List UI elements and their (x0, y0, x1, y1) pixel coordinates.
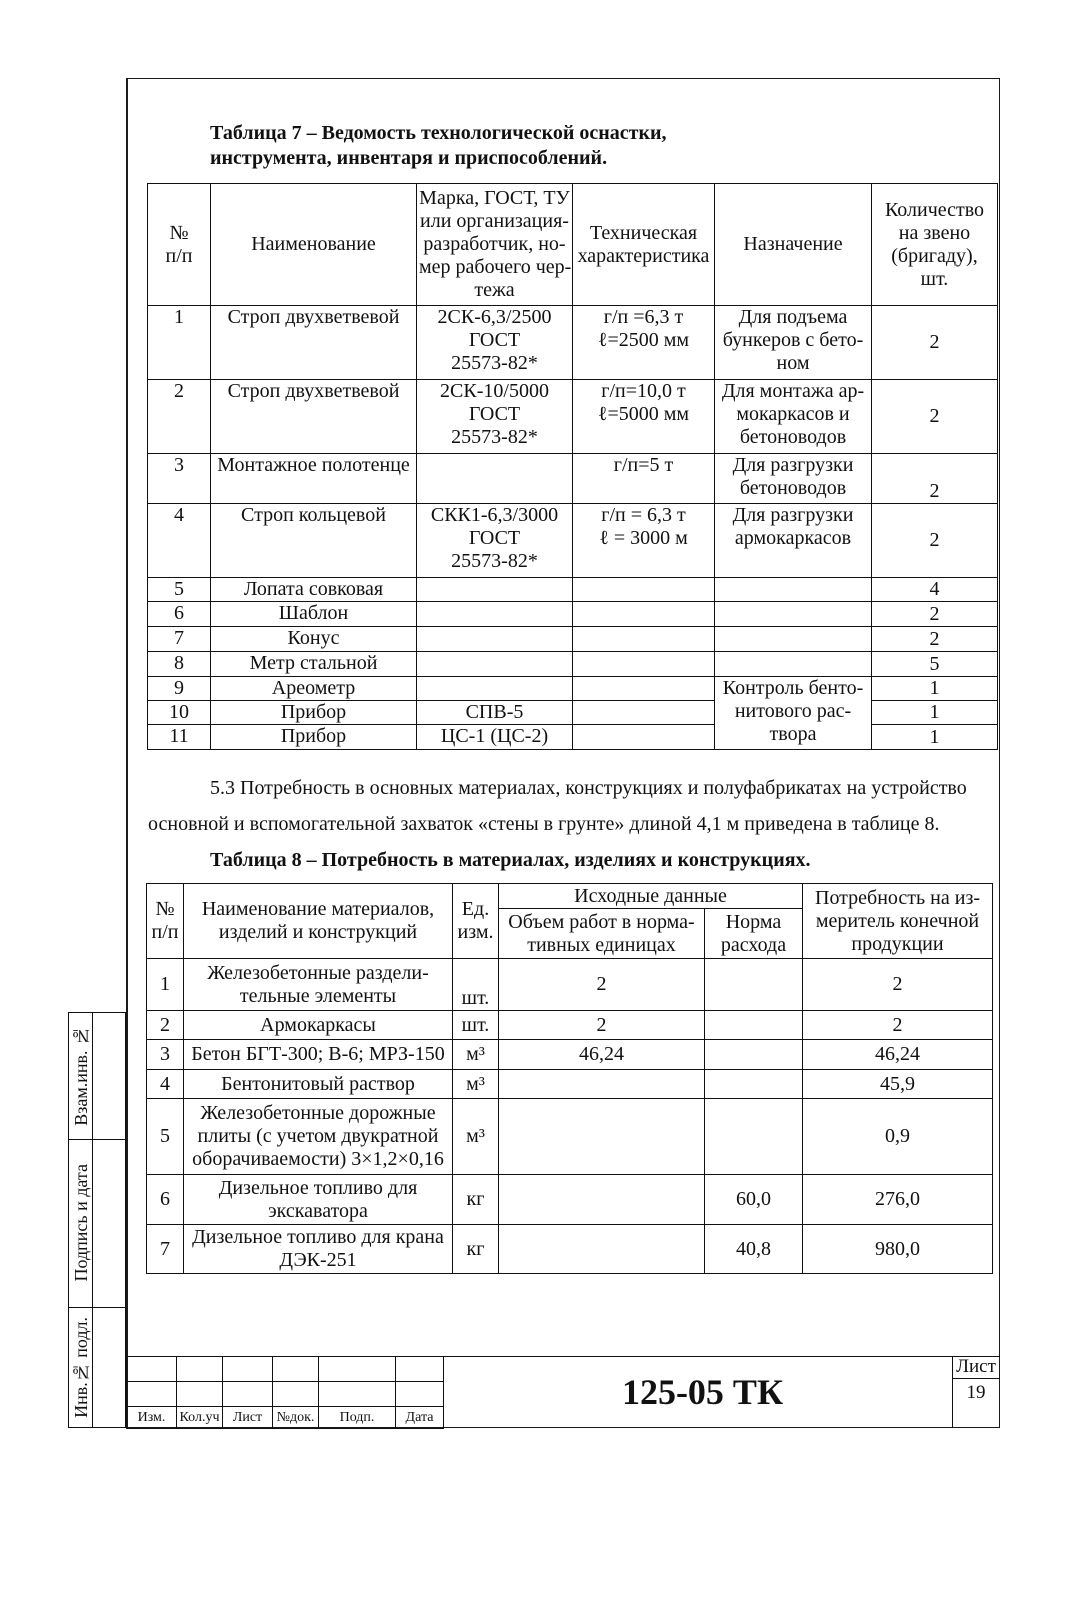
table7-cell-no: 4 (148, 504, 211, 578)
sheet-label: Лист (956, 1356, 996, 1377)
table8-cell-norm: 60,0 (705, 1175, 803, 1225)
table8-cell-norm (705, 959, 803, 1011)
table8-cell-name: Дизельное топливо для экскаватора (184, 1175, 453, 1225)
table8-cell-no: 2 (147, 1011, 184, 1040)
table7-cell-no: 11 (148, 725, 211, 750)
title-block-empty-cell (396, 1382, 444, 1407)
t7-header-name: Наименование (211, 184, 417, 306)
table7-row (148, 454, 998, 504)
table7-cell-mark (417, 677, 573, 701)
stamp-replacement-inv-label: Взам.инв. № (71, 1026, 91, 1126)
table7-cell-mark (417, 627, 573, 652)
table8-cell-volume: 46,24 (499, 1040, 705, 1070)
table8-cell-name: Железобетонные раздели- тельные элементы (184, 959, 453, 1011)
table7-cell-name: Строп двухветвевой (211, 380, 417, 454)
table7-cell-spec: г/п=5 т (573, 454, 715, 504)
table7-cell-name: Строп кольцевой (211, 504, 417, 578)
table8-cell-unit: кг (453, 1225, 499, 1274)
table7-cell-no: 6 (148, 602, 211, 627)
table7-caption: Таблица 7 – Ведомость технологической оснастки, инструмента, инвентаря и приспособлений. (210, 122, 667, 169)
table7-cell-name: Метр стальной (211, 652, 417, 677)
stamp-signature-date (69, 1139, 93, 1307)
t8-header-need: Потребность на из- меритель конечной продукции (803, 884, 993, 959)
table8-cell-unit: м³ (453, 1070, 499, 1099)
table8-cell-name: Железобетонные дорожные плиты (с учетом двукратной оборачиваемости) 3×1,2×0,16 (184, 1099, 453, 1175)
table8-cell-norm (705, 1011, 803, 1040)
table7-row (148, 652, 998, 677)
table8-cell-volume (499, 1099, 705, 1175)
table7-cell-name: Строп двухветвевой (211, 306, 417, 380)
t8-header-no: № п/п (147, 884, 184, 959)
t7-header-no: № п/п (148, 184, 211, 306)
table7-cell-mark (417, 578, 573, 602)
table8-cell-name: Дизельное топливо для крана ДЭК-251 (184, 1225, 453, 1274)
table7-cell-purpose (715, 578, 872, 602)
table8-cell-need: 46,24 (803, 1040, 993, 1070)
table7-cell-name: Шаблон (211, 602, 417, 627)
table8-cell-need: 2 (803, 1011, 993, 1040)
table7-row (148, 602, 998, 627)
table7-row (148, 306, 998, 380)
title-block-empty-cell (223, 1382, 273, 1407)
table7-cell-name: Прибор (211, 725, 417, 750)
table7-cell-spec: г/п=10,0 т ℓ=5000 мм (573, 380, 715, 454)
table8-cell-no: 6 (147, 1175, 184, 1225)
t8-header-volume: Объем работ в норма- тивных единицах (499, 909, 705, 959)
table8-cell-no: 7 (147, 1225, 184, 1274)
label-signature: Подп. (319, 1407, 396, 1429)
table7-cell-qty: 5 (872, 652, 998, 677)
label-change: Изм. (127, 1407, 177, 1429)
table8-cell-unit: шт. (453, 1011, 499, 1040)
table7-cell-mark: СКК1-6,3/3000 ГОСТ 25573-82* (417, 504, 573, 578)
paragraph-line-2: основной и вспомогательной захваток «стены в грунте» длиной 4,1 м приведена в таблице 8. (148, 813, 940, 835)
table7-cell-qty: 2 (872, 454, 998, 504)
t7-header-spec: Техническая характеристика (573, 184, 715, 306)
table8-cell-volume: 2 (499, 959, 705, 1011)
table7-cell-qty: 1 (872, 677, 998, 701)
t7-header-qty: Количество на звено (бригаду), шт. (872, 184, 998, 306)
table8-body (147, 959, 993, 1274)
t8-header-name: Наименование материалов, изделий и конструкций (184, 884, 453, 959)
table8-cell-norm (705, 1070, 803, 1099)
table7-row (148, 380, 998, 454)
t8-header-norm: Норма расхода (705, 909, 803, 959)
title-block-empty-cell (396, 1357, 444, 1382)
table7-cell-name: Монтажное полотенце (211, 454, 417, 504)
table7-row (148, 578, 998, 602)
table7-cell-qty: 2 (872, 504, 998, 578)
table8-caption: Таблица 8 – Потребность в материалах, изделиях и конструкциях. (210, 849, 811, 871)
t7-header-mark: Марка, ГОСТ, ТУ или организация- разработчик, но- мер рабочего чер- тежа (417, 184, 573, 306)
table7-cell-no: 7 (148, 627, 211, 652)
table7-cell-mark: СПВ-5 (417, 701, 573, 725)
title-block-empty-cell (319, 1382, 396, 1407)
title-block-label-row (127, 1407, 444, 1429)
table7-cell-qty: 2 (872, 380, 998, 454)
table8-row (147, 1040, 993, 1070)
table7-cell-spec (573, 578, 715, 602)
stamp-original-inv (69, 1307, 93, 1427)
table8-cell-need: 0,9 (803, 1099, 993, 1175)
table7-row (148, 504, 998, 578)
table7-cell-qty: 2 (872, 602, 998, 627)
table8-cell-need: 2 (803, 959, 993, 1011)
table7-cell-purpose (715, 602, 872, 627)
table8-cell-volume: 2 (499, 1011, 705, 1040)
table8-cell-no: 1 (147, 959, 184, 1011)
table8-cell-no: 3 (147, 1040, 184, 1070)
label-sheet: Лист (223, 1407, 273, 1429)
table7-cell-qty: 2 (872, 306, 998, 380)
table7-cell-spec (573, 725, 715, 750)
table7-cell-no: 5 (148, 578, 211, 602)
table7-cell-mark: ЦС-1 (ЦС-2) (417, 725, 573, 750)
table8-cell-need: 45,9 (803, 1070, 993, 1099)
table7-cell-mark (417, 454, 573, 504)
stamp-replacement-inv (69, 1013, 93, 1139)
table8-row (147, 1225, 993, 1274)
table7-cell-purpose: Для разгрузки бетоноводов (715, 454, 872, 504)
table7-cell-no: 1 (148, 306, 211, 380)
table7-cell-spec (573, 677, 715, 701)
table8-cell-name: Бетон БГТ-300; В-6; МРЗ-150 (184, 1040, 453, 1070)
table7-cell-spec (573, 652, 715, 677)
title-block-empty-cell (177, 1382, 223, 1407)
table7-cell-no: 8 (148, 652, 211, 677)
table7-body (148, 306, 998, 750)
title-block-row (127, 1382, 444, 1407)
stamp-signature-date-label: Подпись и дата (71, 1164, 91, 1282)
t7-header-purpose: Назначение (715, 184, 872, 306)
table8-cell-volume (499, 1225, 705, 1274)
table7-cell-no: 3 (148, 454, 211, 504)
table7-cell-mark: 2СК-10/5000 ГОСТ 25573-82* (417, 380, 573, 454)
title-block-empty-cell (127, 1357, 177, 1382)
document-code: 125-05 ТК (621, 1372, 784, 1412)
table8-cell-need: 276,0 (803, 1175, 993, 1225)
table7-cell-name: Прибор (211, 701, 417, 725)
table7-cell-no: 10 (148, 701, 211, 725)
label-quantity: Кол.уч (177, 1407, 223, 1429)
table8-cell-name: Бентонитовый раствор (184, 1070, 453, 1099)
title-block-empty-cell (273, 1382, 319, 1407)
table8-row (147, 959, 993, 1011)
table7-cell-qty: 2 (872, 627, 998, 652)
table8-cell-no: 5 (147, 1099, 184, 1175)
table7-row (148, 677, 998, 701)
table7-cell-spec (573, 627, 715, 652)
table7-cell-purpose: Для разгрузки армокаркасов (715, 504, 872, 578)
table7-cell-qty: 1 (872, 701, 998, 725)
table8-row (147, 1070, 993, 1099)
table8-cell-no: 4 (147, 1070, 184, 1099)
table7-cell-spec (573, 701, 715, 725)
table7-cell-name: Лопата совковая (211, 578, 417, 602)
table8-header-row (147, 884, 993, 909)
table7-cell-spec (573, 602, 715, 627)
table7-cell-spec: г/п =6,3 т ℓ=2500 мм (573, 306, 715, 380)
table8-cell-unit: шт. (453, 959, 499, 1011)
title-block-empty-cell (319, 1357, 396, 1382)
table7 (147, 183, 998, 750)
table8-cell-volume (499, 1070, 705, 1099)
table7-cell-mark (417, 652, 573, 677)
side-stamp (68, 1012, 126, 1428)
table7-cell-qty: 4 (872, 578, 998, 602)
table8-cell-need: 980,0 (803, 1225, 993, 1274)
table8-row (147, 1175, 993, 1225)
table7-cell-purpose (715, 652, 872, 677)
table7-cell-no: 2 (148, 380, 211, 454)
title-block-empty-cell (177, 1357, 223, 1382)
t8-header-unit: Ед. изм. (453, 884, 499, 959)
table8 (146, 883, 993, 1274)
table8-cell-norm: 40,8 (705, 1225, 803, 1274)
table7-cell-spec: г/п = 6,3 т ℓ = 3000 м (573, 504, 715, 578)
table7-cell-purpose: Для монтажа ар- мокаркасов и бетоноводов (715, 380, 872, 454)
title-block-row (127, 1357, 444, 1382)
table8-cell-unit: кг (453, 1175, 499, 1225)
table8-cell-name: Армокаркасы (184, 1011, 453, 1040)
table8-cell-norm (705, 1040, 803, 1070)
label-doc-number: №док. (273, 1407, 319, 1429)
stamp-original-inv-label: Инв.№ подл. (71, 1316, 91, 1418)
table7-cell-purpose: Для подъема бункеров с бето- ном (715, 306, 872, 380)
table7-header-row (148, 184, 998, 306)
table7-cell-name: Конус (211, 627, 417, 652)
title-block-empty-cell (127, 1382, 177, 1407)
label-date: Дата (396, 1407, 444, 1429)
title-block-empty-cell (273, 1357, 319, 1382)
table8-cell-unit: м³ (453, 1040, 499, 1070)
table8-cell-volume (499, 1175, 705, 1225)
table8-row (147, 1099, 993, 1175)
table7-cell-no: 9 (148, 677, 211, 701)
title-block-empty-cell (223, 1357, 273, 1382)
title-block-grid (126, 1356, 444, 1429)
table8-cell-unit: м³ (453, 1099, 499, 1175)
table8-row (147, 1011, 993, 1040)
table7-cell-mark: 2СК-6,3/2500 ГОСТ 25573-82* (417, 306, 573, 380)
table7-row (148, 627, 998, 652)
table8-cell-norm (705, 1099, 803, 1175)
table7-cell-name: Ареометр (211, 677, 417, 701)
sheet-number: 19 (966, 1382, 986, 1403)
table7-cell-purpose: Контроль бенто- нитового рас- твора (715, 677, 872, 750)
paragraph-line-1: 5.3 Потребность в основных материалах, конструкциях и полуфабрикатах на устройство (210, 777, 967, 799)
table7-cell-mark (417, 602, 573, 627)
table7-cell-purpose (715, 627, 872, 652)
table7-cell-qty: 1 (872, 725, 998, 750)
t8-header-source-data: Исходные данные (499, 884, 803, 909)
